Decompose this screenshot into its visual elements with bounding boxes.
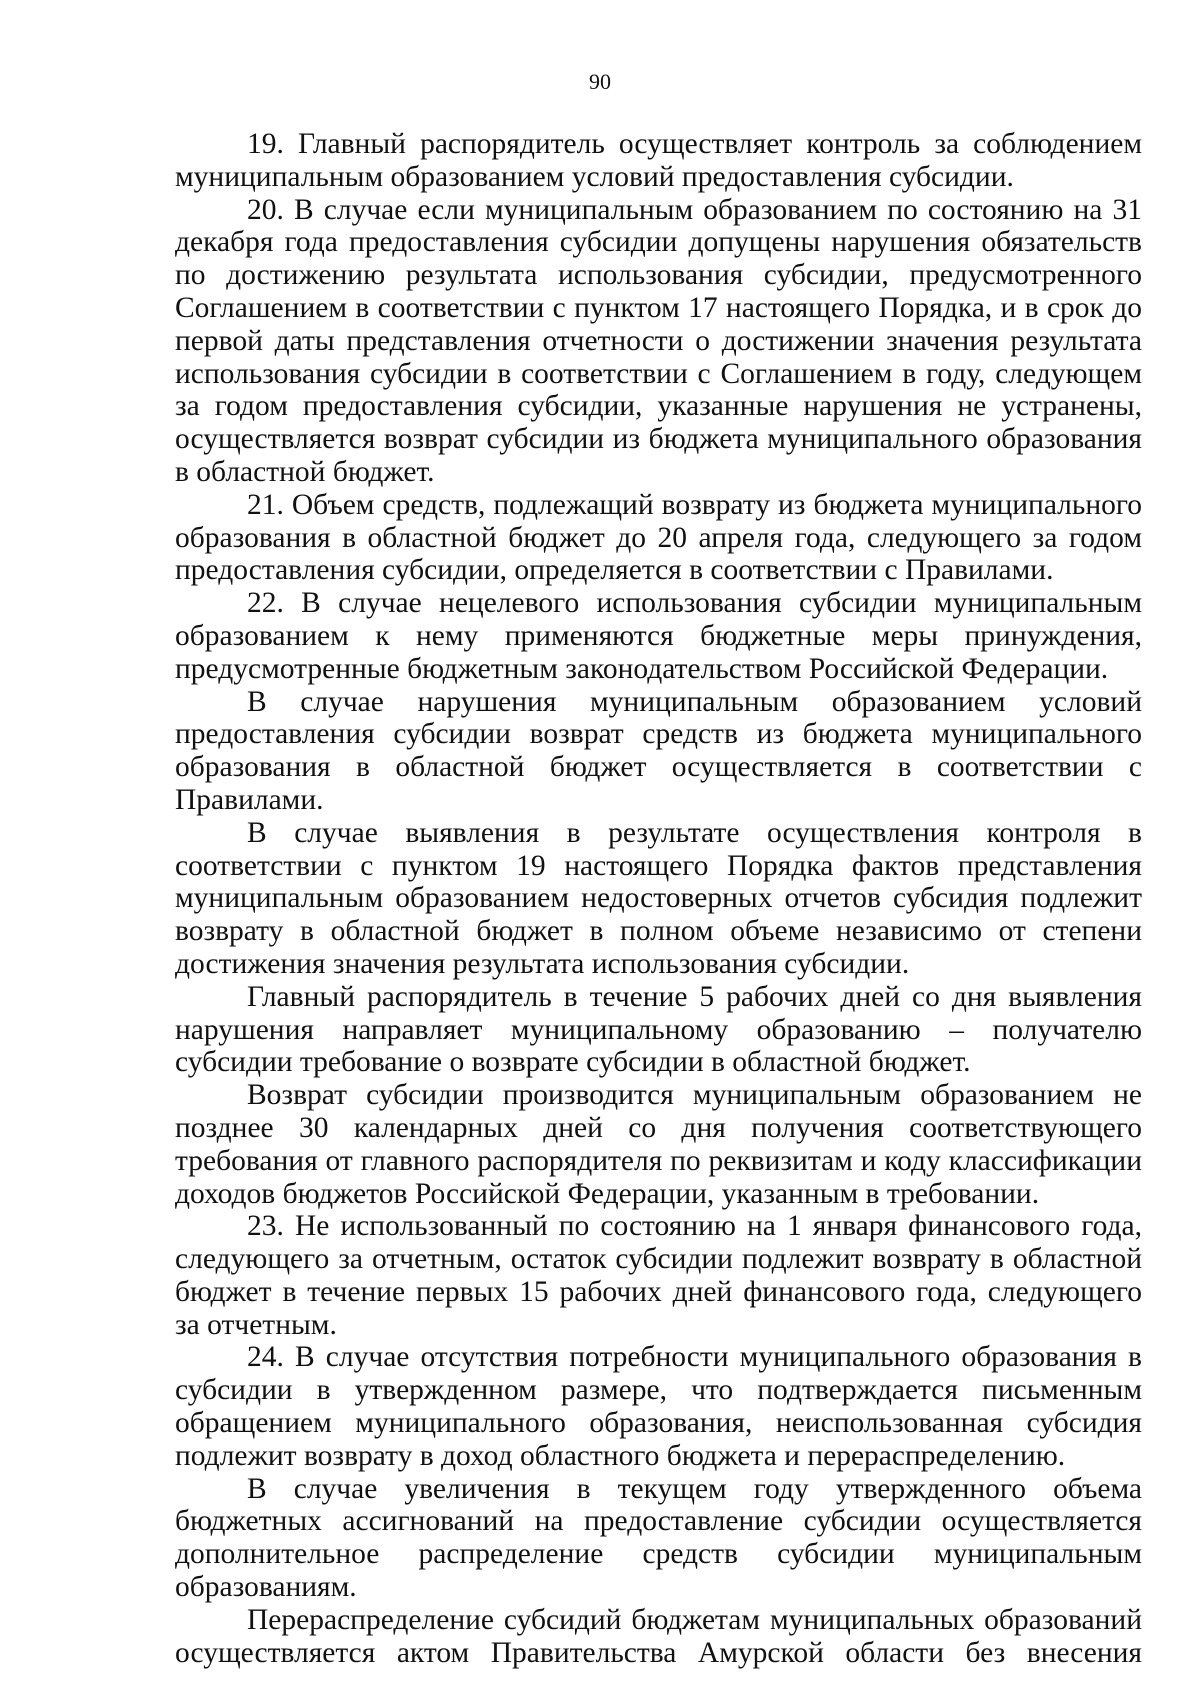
- paragraph-22: 22. В случае нецелевого использования субсидии муниципальным образованием к нему применяются бюджетные меры принуждения, предусмотренные бюджетным законодательством Российской Федерации.: [175, 587, 1142, 685]
- paragraph-21: 21. Объем средств, подлежащий возврату из бюджета муниципального образования в областной бюджет до 20 апреля года, следующего за годом предоставления субсидии, определяется в соответствии с Правилами.: [175, 488, 1142, 587]
- paragraph-24-redistribution: Перераспределение субсидий бюджетам муниципальных образований осуществляется актом Правительства Амурской области без внесения: [175, 1603, 1142, 1669]
- paragraph-22-violation: В случае нарушения муниципальным образованием условий предоставления субсидии возврат средств из бюджета муниципального образования в областной бюджет осуществляется в соответствии с Правилами.: [175, 685, 1142, 816]
- paragraph-22-demand: Главный распорядитель в течение 5 рабочих дней со дня выявления нарушения направляет муниципальному образованию – получателю субсидии требование о возврате субсидии в областной бюджет.: [175, 980, 1142, 1079]
- paragraph-24: 24. В случае отсутствия потребности муниципального образования в субсидии в утвержденном размере, что подтверждается письменным обращением муниципального образования, неиспользованная субсидия подлежит возврату в доход областного бюджета и перераспределению.: [175, 1341, 1142, 1472]
- paragraph-20: 20. В случае если муниципальным образованием по состоянию на 31 декабря года предоставления субсидии допущены нарушения обязательств по достижению результата использования субсидии, предусмотренного Соглашением в соответствии с пунктом 17 настоящего Порядка, и в срок до первой даты представления отчетности о достижении значения результата использования субсидии в соответствии с Соглашением в году, следующем за годом предоставления субсидии, указанные нарушения не устранены, осуществляется возврат субсидии из бюджета муниципального образования в областной бюджет.: [175, 193, 1142, 488]
- document-body: [175, 128, 1142, 1669]
- paragraph-23: 23. Не использованный по состоянию на 1 января финансового года, следующего за отчетным, остаток субсидии подлежит возврату в областной бюджет в течение первых 15 рабочих дней финансового года, следующего за отчетным.: [175, 1210, 1142, 1341]
- paragraph-22-false-reports: В случае выявления в результате осуществления контроля в соответствии с пунктом 19 настоящего Порядка фактов представления муниципальным образованием недостоверных отчетов субсидия подлежит возврату в областной бюджет в полном объеме независимо от степени достижения значения результата использования субсидии.: [175, 816, 1142, 980]
- paragraph-19: 19. Главный распорядитель осуществляет контроль за соблюдением муниципальным образованием условий предоставления субсидии.: [175, 128, 1142, 193]
- paragraph-22-refund: Возврат субсидии производится муниципальным образованием не позднее 30 календарных дней со дня получения соответствующего требования от главного распорядителя по реквизитам и коду классификации доходов бюджетов Российской Федерации, указанным в требовании.: [175, 1079, 1142, 1210]
- page-number: 90: [589, 69, 611, 94]
- paragraph-24-increase: В случае увеличения в текущем году утвержденного объема бюджетных ассигнований на предоставление субсидии осуществляется дополнительное распределение средств субсидии муниципальным образованиям.: [175, 1472, 1142, 1604]
